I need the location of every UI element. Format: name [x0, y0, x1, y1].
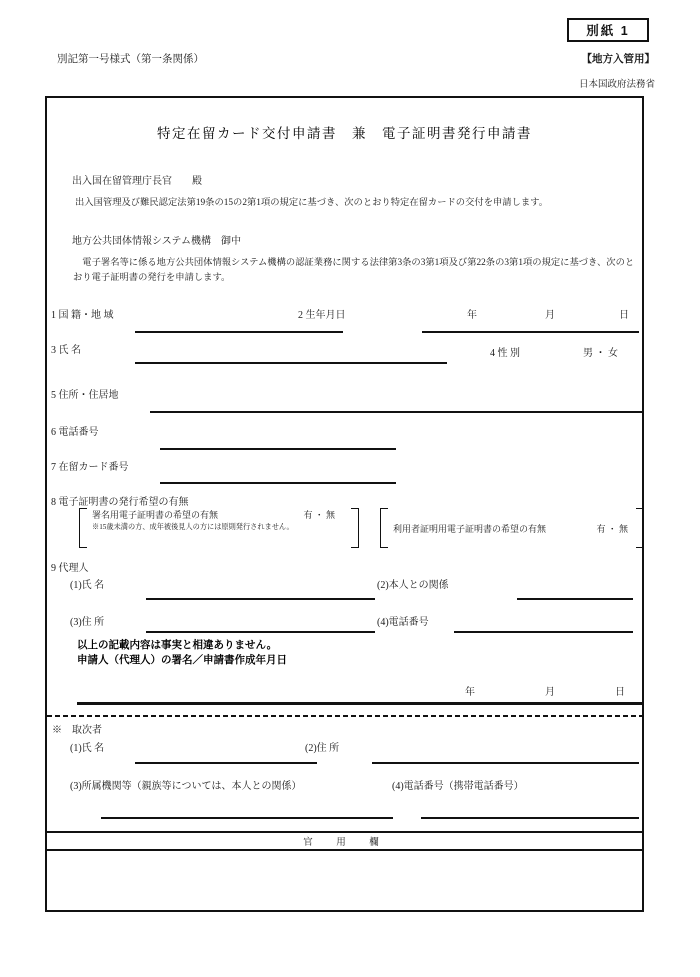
birthdate-input-line[interactable]: [422, 331, 639, 333]
statement-jlis: 電子署名等に係る地方公共団体情報システム機構の認証業務に関する法律第3条の3第1項及び第22条の3第1項の規定に基づき、次のとおり電子証明書の発行を申請します。: [73, 258, 635, 283]
form-title: 特定在留カード交付申請書 兼 電子証明書発行申請書: [157, 126, 532, 141]
sex-options[interactable]: 男 ・ 女: [583, 348, 618, 359]
field-sex-label: 4 性 別: [490, 348, 520, 359]
attachment-number-box: [567, 18, 649, 42]
proxy-phone-label: (4)電話番号: [377, 617, 429, 628]
proxy-name-input-line[interactable]: [146, 598, 375, 600]
birthdate-year-label: 年: [467, 310, 477, 321]
issuing-authority: 日本国政府法務省: [578, 80, 655, 90]
phone-input-line[interactable]: [160, 448, 396, 450]
proxy-address-input-line[interactable]: [146, 631, 375, 633]
signature-cert-group: [79, 508, 359, 548]
signature-cert-options[interactable]: 有 ・ 無: [303, 510, 335, 520]
agent-phone-input-line[interactable]: [421, 817, 639, 819]
signature-cert-label: 署名用電子証明書の希望の有無: [92, 510, 219, 520]
form-code: 別記第一号様式（第一条関係）: [57, 54, 204, 65]
declaration-line2: 申請人（代理人）の署名／申請書作成年月日: [77, 654, 287, 666]
agent-org-input-line[interactable]: [101, 817, 393, 819]
field-residence-card-label: 7 在留カード番号: [51, 462, 129, 473]
attachment-number-label: 別紙 1: [586, 24, 630, 38]
name-input-line[interactable]: [135, 362, 447, 364]
proxy-relation-input-line[interactable]: [517, 598, 633, 600]
signature-cert-note: ※15歳未満の方、成年被後見人の方には原則発行されません。: [92, 523, 294, 531]
agent-address-input-line[interactable]: [372, 762, 639, 764]
signature-day-label: 日: [615, 687, 625, 698]
official-use-band: [47, 831, 642, 851]
agent-org-label: (3)所属機関等（親族等については、本人との関係）: [70, 781, 302, 792]
declaration-line1: 以上の記載内容は事実と相違ありません。: [77, 639, 278, 651]
nationality-input-line[interactable]: [135, 331, 343, 333]
user-cert-group: [380, 508, 644, 548]
declaration-text: [77, 638, 287, 668]
field-name-label: 3 氏 名: [51, 345, 81, 356]
field-birthdate-label: 2 生年月日: [298, 310, 346, 321]
signature-year-label: 年: [465, 687, 475, 698]
address-input-line[interactable]: [150, 411, 642, 413]
addressee-jlis: 地方公共団体情報システム機構 御中: [72, 236, 241, 247]
user-cert-options[interactable]: 有 ・ 無: [596, 523, 628, 534]
section-separator: [47, 715, 642, 717]
addressee-immigration: 出入国在留管理庁長官 殿: [72, 176, 202, 187]
proxy-relation-label: (2)本人との関係: [377, 580, 449, 591]
statement-immigration: 出入国管理及び難民認定法第19条の15の2第1項の規定に基づき、次のとおり特定在留カードの交付を申請します。: [75, 198, 549, 208]
signature-input-line[interactable]: [77, 702, 643, 705]
agent-name-label: (1)氏 名: [70, 743, 105, 754]
proxy-name-label: (1)氏 名: [70, 580, 105, 591]
proxy-phone-input-line[interactable]: [454, 631, 633, 633]
agent-section-header: ※ 取次者: [52, 725, 102, 736]
agent-address-label: (2)住 所: [305, 743, 340, 754]
field-phone-label: 6 電話番号: [51, 427, 99, 438]
application-form: [45, 96, 644, 912]
agent-name-input-line[interactable]: [135, 762, 317, 764]
birthdate-day-label: 日: [619, 310, 629, 321]
official-use-label: 官 用 欄: [303, 838, 386, 848]
field-cert-request-label: 8 電子証明書の発行希望の有無: [51, 497, 189, 508]
field-proxy-label: 9 代理人: [51, 563, 89, 574]
field-nationality-label: 1 国 籍・地 域: [51, 310, 114, 321]
field-address-label: 5 住所・住居地: [51, 390, 119, 401]
birthdate-month-label: 月: [545, 310, 555, 321]
residence-card-input-line[interactable]: [160, 482, 396, 484]
official-use-area: [47, 851, 642, 910]
proxy-address-label: (3)住 所: [70, 617, 105, 628]
agency-use-note: 【地方入管用】: [581, 53, 655, 65]
user-cert-label: 利用者証明用電子証明書の希望の有無: [393, 523, 547, 534]
agent-phone-label: (4)電話番号（携帯電話番号）: [392, 781, 524, 792]
signature-month-label: 月: [545, 687, 555, 698]
